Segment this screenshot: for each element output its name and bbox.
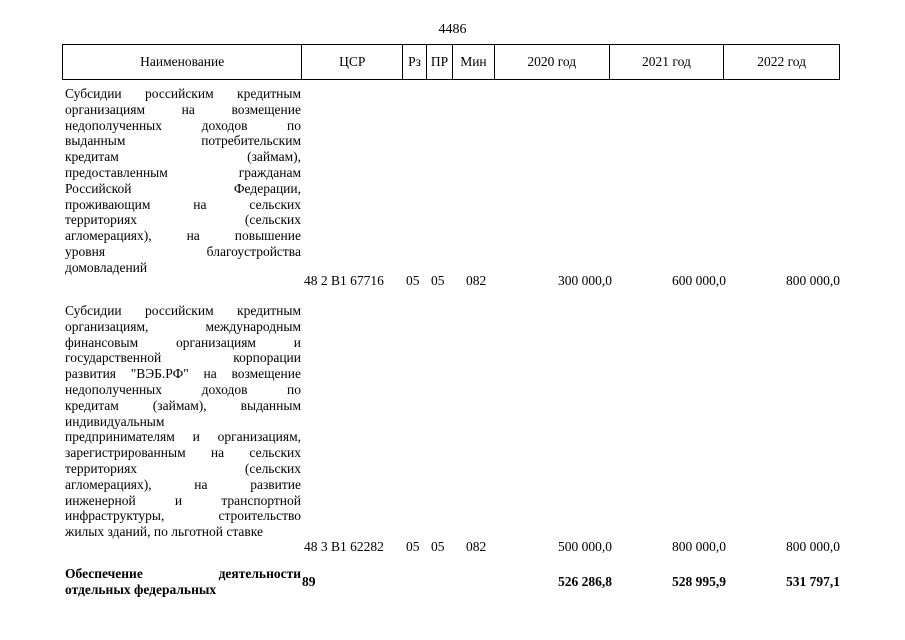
row-2022: 800 000,0 xyxy=(786,273,840,288)
row-name-line: выданным потребительским xyxy=(65,133,301,149)
row-name-line: финансовым организациям и xyxy=(65,334,301,350)
row-name-line: предпринимателям и организациям, xyxy=(65,429,301,445)
header-pr: ПР xyxy=(427,45,453,79)
row-name-line: жилых зданий, по льготной ставке xyxy=(65,524,263,540)
row-name-line: агломерациях), на повышение xyxy=(65,228,301,244)
row-2021: 800 000,0 xyxy=(672,539,726,554)
row-name xyxy=(65,566,301,598)
row-min: 082 xyxy=(466,273,487,288)
row-name-line: индивидуальным xyxy=(65,413,165,429)
row-name-line: зарегистрированным на сельских xyxy=(65,445,301,461)
row-name-line: недополученных доходов по xyxy=(65,117,301,133)
row-min: 082 xyxy=(466,539,487,554)
row-name-line: кредитам (займам), xyxy=(65,149,301,165)
header-min: Мин xyxy=(453,45,495,79)
row-name-line: уровня благоустройства xyxy=(65,243,301,259)
table-header xyxy=(62,44,840,80)
header-rz: Рз xyxy=(403,45,427,79)
row-name-line: организациям на возмещение xyxy=(65,101,301,117)
row-name-line: домовладений xyxy=(65,259,148,275)
row-2020: 500 000,0 xyxy=(558,539,612,554)
table-row xyxy=(62,86,852,296)
row-name-line: инженерной и транспортной xyxy=(65,492,301,508)
row-name-line: территориях (сельских xyxy=(65,460,301,476)
row-name-line: развития "ВЭБ.РФ" на возмещение xyxy=(65,366,301,382)
row-csr: 89 xyxy=(302,574,316,589)
row-rz: 05 xyxy=(406,539,420,554)
header-csr: ЦСР xyxy=(302,45,403,79)
header-name: Наименование xyxy=(63,45,302,79)
row-name-line: территориях (сельских xyxy=(65,212,301,228)
row-name-line: государственной корпорации xyxy=(65,350,301,366)
row-name-line: проживающим на сельских xyxy=(65,196,301,212)
row-pr: 05 xyxy=(431,539,445,554)
row-csr: 48 3 В1 62282 xyxy=(304,539,384,554)
table-row xyxy=(62,303,852,558)
row-name-line: агломерациях), на развитие xyxy=(65,476,301,492)
header-2020: 2020 год xyxy=(495,45,610,79)
row-2022: 531 797,1 xyxy=(786,574,840,589)
row-name-line: Субсидии российским кредитным xyxy=(65,86,301,101)
row-name-line: Обеспечение деятельности xyxy=(65,566,301,581)
row-name-line: недополученных доходов по xyxy=(65,381,301,397)
row-name-line: организациям, международным xyxy=(65,318,301,334)
row-2020: 526 286,8 xyxy=(558,574,612,589)
header-2021: 2021 год xyxy=(610,45,725,79)
table-row xyxy=(62,566,852,606)
row-name-line: Российской Федерации, xyxy=(65,180,301,196)
row-name xyxy=(65,303,301,540)
row-name-line: отдельных федеральных xyxy=(65,581,217,597)
header-2022: 2022 год xyxy=(757,54,807,69)
row-2022: 800 000,0 xyxy=(786,539,840,554)
row-name-line: предоставленным гражданам xyxy=(65,164,301,180)
row-csr: 48 2 В1 67716 xyxy=(304,273,384,288)
row-name-line: Субсидии российским кредитным xyxy=(65,303,301,318)
row-2021: 528 995,9 xyxy=(672,574,726,589)
row-rz: 05 xyxy=(406,273,420,288)
row-2021: 600 000,0 xyxy=(672,273,726,288)
row-2020: 300 000,0 xyxy=(558,273,612,288)
row-name xyxy=(65,86,301,276)
row-name-line: кредитам (займам), выданным xyxy=(65,397,301,413)
row-name-line: инфраструктуры, строительство xyxy=(65,508,301,524)
row-pr: 05 xyxy=(431,273,445,288)
page-number: 4486 xyxy=(438,22,467,37)
